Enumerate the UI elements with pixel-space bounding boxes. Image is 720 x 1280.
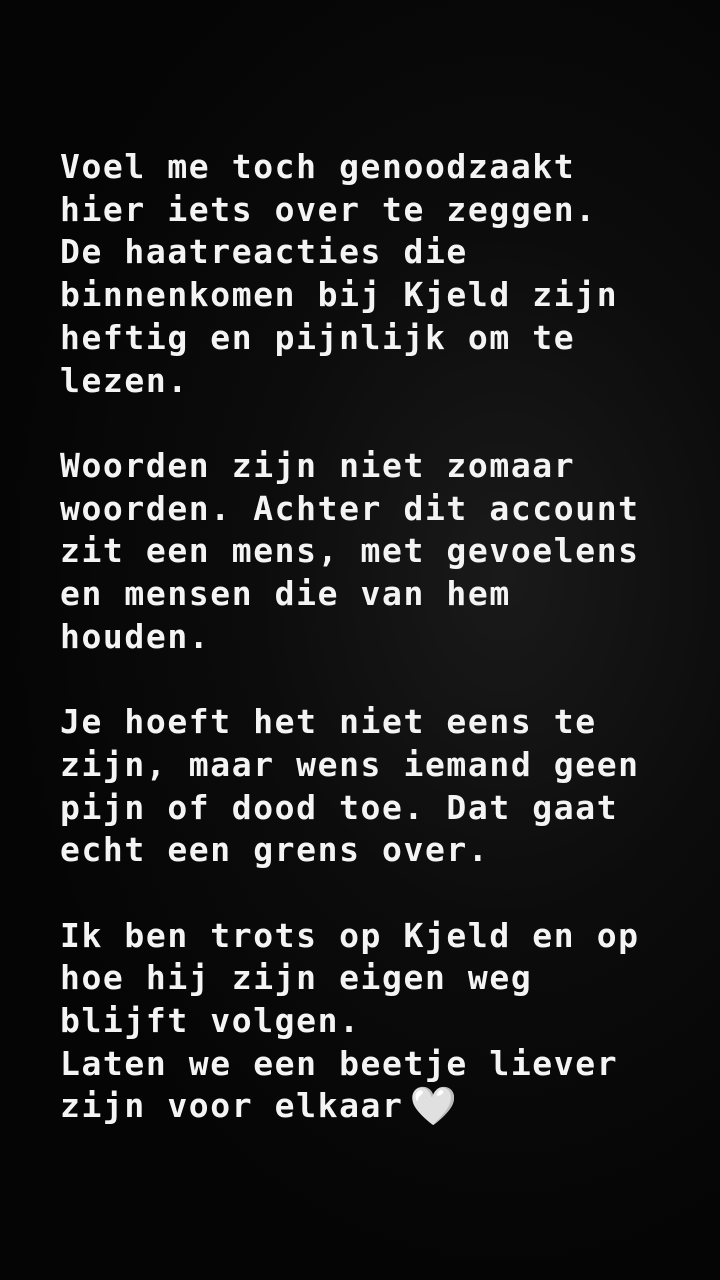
text-line: Laten we een beetje liever — [60, 1043, 619, 1083]
text-line: hier iets over te zeggen. — [60, 189, 597, 229]
text-line: zijn, maar wens iemand geen — [60, 744, 640, 784]
text-line: blijft volgen. — [60, 1001, 361, 1041]
text-line: en mensen die van hem — [60, 574, 511, 614]
text-line: Voel me toch genoodzaakt — [60, 147, 576, 186]
text-line-content: zijn voor elkaar — [60, 1086, 404, 1126]
text-line: zit een mens, met gevoelens — [60, 531, 640, 571]
text-line: houden. — [60, 616, 211, 656]
text-line: heftig en pijnlijk om te — [60, 317, 576, 357]
paragraph-1 — [60, 146, 680, 402]
paragraph-4 — [60, 915, 680, 1129]
white-heart-icon: 🤍 — [409, 1084, 459, 1129]
story-text — [60, 146, 680, 1128]
text-line: lezen. — [60, 360, 189, 400]
paragraph-2 — [60, 445, 680, 659]
text-line: woorden. Achter dit account — [60, 488, 640, 528]
text-line: pijn of dood toe. Dat gaat — [60, 787, 619, 827]
text-line: binnenkomen bij Kjeld zijn — [60, 275, 619, 315]
text-line: echt een grens over. — [60, 830, 490, 870]
text-line-last — [60, 1085, 680, 1128]
text-line: De haatreacties die — [60, 232, 468, 272]
text-line: Ik ben trots op Kjeld en op — [60, 915, 640, 955]
text-line: hoe hij zijn eigen weg — [60, 958, 533, 998]
text-line: Je hoeft het niet eens te — [60, 702, 597, 742]
paragraph-3 — [60, 701, 680, 872]
text-line: Woorden zijn niet zomaar — [60, 445, 576, 485]
